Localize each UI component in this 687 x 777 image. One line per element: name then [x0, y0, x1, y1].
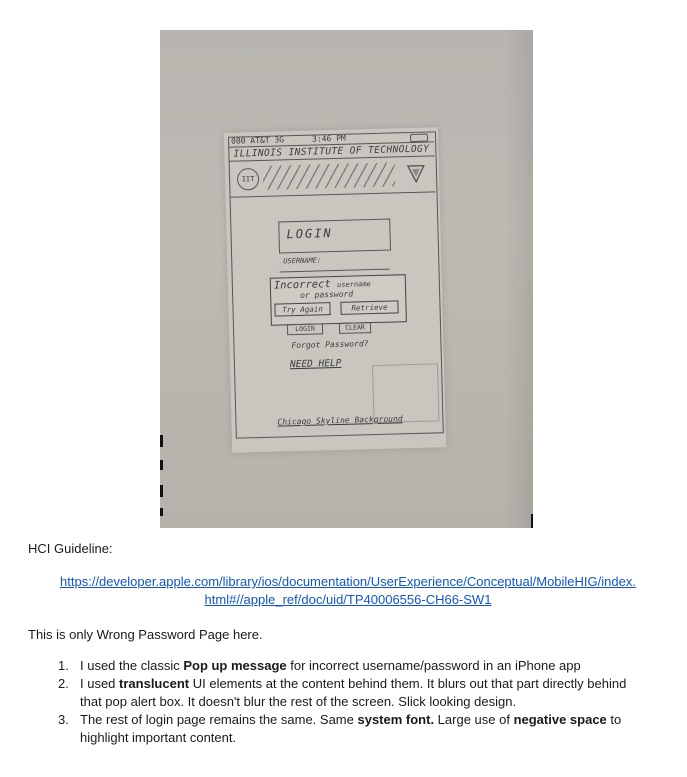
list-text: Large use of	[434, 712, 514, 727]
guideline-link-line-1[interactable]: https://developer.apple.com/library/ios/documentation/UserExperience/Conceptual/MobileHIG/index.	[60, 574, 636, 589]
list-text: UI elements at the content behind them. It blurs out that part directly behind	[189, 676, 627, 691]
design-points-list	[28, 657, 668, 747]
username-label: USERNAME:	[283, 256, 322, 266]
shield-icon	[407, 164, 426, 184]
status-time: 3:46 PM	[311, 133, 346, 144]
login-button[interactable]: LOGIN	[287, 323, 323, 335]
list-bold: system font.	[357, 712, 435, 727]
list-line	[80, 657, 668, 675]
list-text: The rest of login page remains the same. Same	[80, 712, 358, 727]
list-item	[28, 657, 668, 675]
popup-or-password: or password	[300, 289, 354, 300]
list-text: I used the classic	[80, 658, 184, 673]
retrieve-button[interactable]: Retrieve	[340, 300, 398, 315]
popup-incorrect: Incorrect	[273, 278, 331, 292]
list-text: for incorrect username/password in an iPhone app	[286, 658, 581, 673]
need-help-link[interactable]: NEED HELP	[289, 357, 342, 371]
list-text: to	[606, 712, 622, 727]
hatched-banner	[263, 162, 396, 189]
list-line	[80, 711, 668, 729]
list-line: that pop alert box. It doesn't blur the rest of the screen. Slick looking design.	[80, 694, 517, 709]
list-item	[28, 675, 668, 711]
guideline-heading: HCI Guideline:	[28, 541, 113, 556]
popup-username: username	[337, 280, 371, 289]
list-item	[28, 711, 668, 747]
phone-sketch	[226, 127, 446, 450]
carrier-label: 000 AT&T 3G	[230, 135, 285, 146]
clear-button[interactable]: CLEAR	[339, 322, 371, 334]
list-number: 3.	[58, 712, 69, 727]
guideline-link-line-2[interactable]: html#//apple_ref/doc/uid/TP40006556-CH66-SW1	[204, 592, 492, 607]
list-number: 2.	[58, 676, 69, 691]
sketch-photo	[160, 30, 533, 528]
binder-mark	[160, 460, 163, 470]
binder-mark	[160, 435, 163, 447]
battery-icon	[410, 134, 428, 142]
header-strip	[229, 155, 436, 197]
app-title: ILLINOIS INSTITUTE OF TECHNOLOGY	[228, 142, 434, 161]
list-number: 1.	[58, 658, 69, 673]
list-line	[80, 675, 668, 693]
list-text: I used	[80, 676, 120, 691]
list-bold: negative space	[513, 712, 607, 727]
list-line: highlight important content.	[80, 730, 237, 745]
login-title: LOGIN	[286, 226, 333, 242]
iit-logo: IIT	[237, 168, 260, 191]
list-bold: translucent	[119, 676, 190, 691]
photo-shadow	[503, 30, 533, 528]
guideline-link[interactable]	[28, 573, 668, 609]
binder-mark	[160, 485, 163, 497]
binder-mark	[160, 508, 163, 516]
binder-mark	[531, 514, 533, 528]
try-again-button[interactable]: Try Again	[274, 302, 330, 316]
list-bold: Pop up message	[183, 658, 287, 673]
background-note: Chicago Skyline Background	[277, 414, 403, 427]
forgot-password-link[interactable]: Forgot Password?	[291, 339, 369, 351]
intro-text: This is only Wrong Password Page here.	[28, 627, 263, 642]
